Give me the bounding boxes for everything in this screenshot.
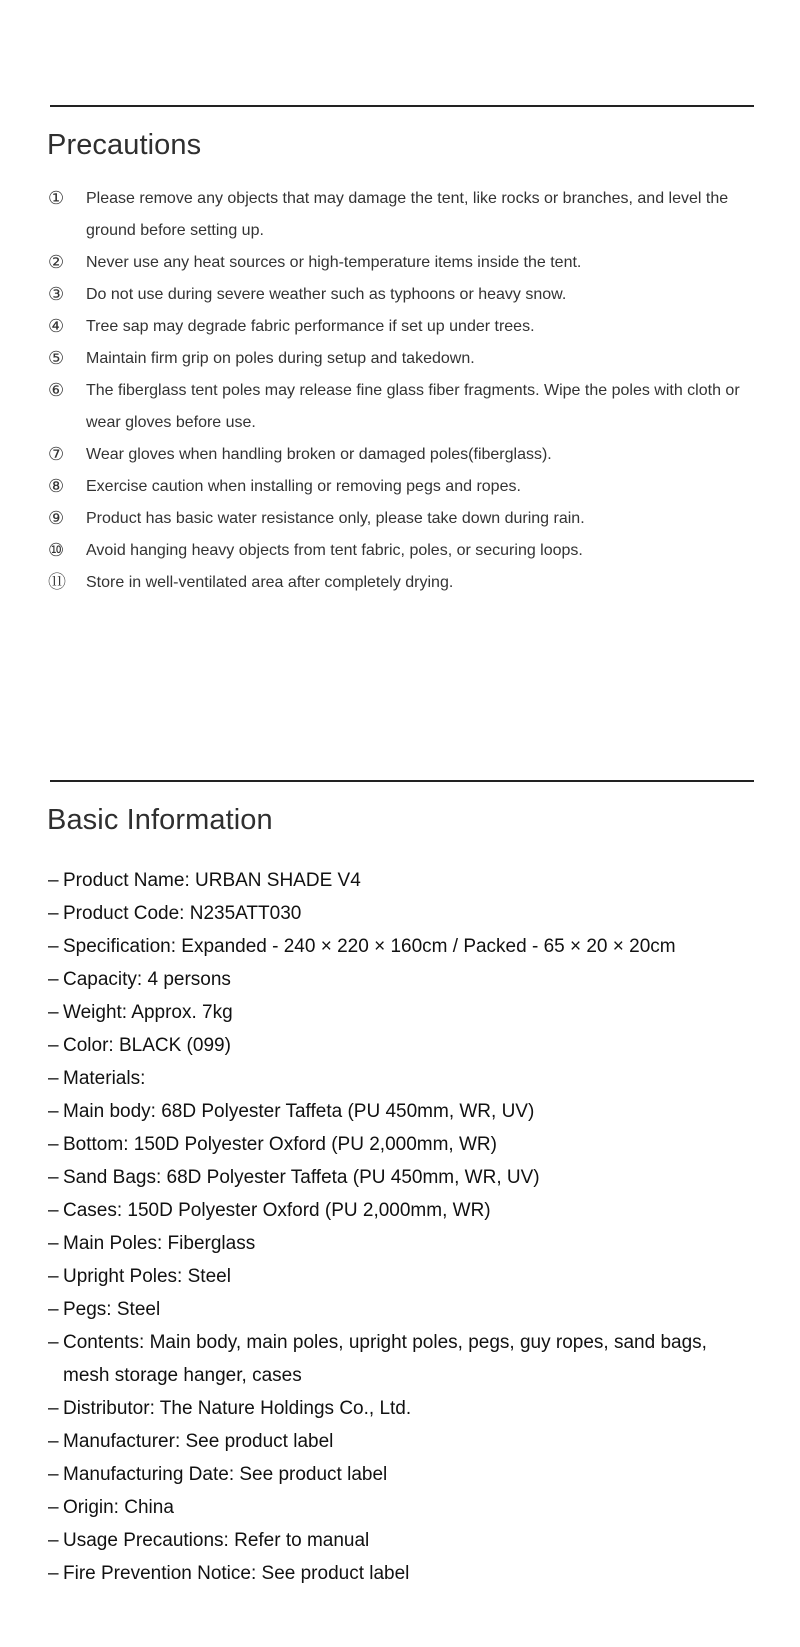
basic-information-section: [48, 780, 752, 1590]
item-text: Manufacturer: See product label: [63, 1431, 334, 1452]
list-item: [48, 567, 752, 599]
basic-information-title: Basic Information: [47, 804, 273, 836]
item-text: Do not use during severe weather such as typhoons or heavy snow.: [86, 286, 567, 303]
item-text: Product has basic water resistance only, please take down during rain.: [86, 510, 585, 527]
list-item: [48, 279, 752, 311]
item-number: ③: [48, 284, 65, 305]
item-text: The fiberglass tent poles may release fine glass fiber fragments. Wipe the poles with cloth or wear gloves before use.: [86, 382, 740, 431]
list-item: [48, 996, 752, 1029]
list-item: [48, 1194, 752, 1227]
precautions-section: [48, 105, 752, 599]
list-item: [48, 1557, 752, 1590]
dash-marker: –: [48, 1266, 59, 1287]
item-text: Sand Bags: 68D Polyester Taffeta (PU 450mm, WR, UV): [63, 1167, 540, 1188]
item-text: Specification: Expanded - 240 × 220 × 160cm / Packed - 65 × 20 × 20cm: [63, 936, 676, 957]
list-item: [48, 471, 752, 503]
list-item: [48, 1029, 752, 1062]
dash-marker: –: [48, 969, 59, 990]
item-text: Maintain firm grip on poles during setup and takedown.: [86, 350, 475, 367]
list-item: [48, 1128, 752, 1161]
list-item: [48, 183, 752, 247]
item-number: ⑪: [48, 572, 66, 593]
item-number: ⑧: [48, 476, 65, 497]
item-number: ⑥: [48, 380, 65, 401]
item-text: Manufacturing Date: See product label: [63, 1464, 388, 1485]
item-text: Color: BLACK (099): [63, 1035, 231, 1056]
section-divider: [50, 105, 754, 107]
dash-marker: –: [48, 1068, 59, 1089]
item-text: Capacity: 4 persons: [63, 969, 231, 990]
list-item: [48, 1491, 752, 1524]
dash-marker: –: [48, 1563, 59, 1584]
list-item: [48, 1326, 752, 1392]
item-number: ②: [48, 252, 65, 273]
item-text: Never use any heat sources or high-temperature items inside the tent.: [86, 254, 582, 271]
list-item: [48, 1260, 752, 1293]
dash-marker: –: [48, 870, 59, 891]
item-text: Upright Poles: Steel: [63, 1266, 231, 1287]
item-text: Wear gloves when handling broken or damaged poles(fiberglass).: [86, 446, 552, 463]
item-number: ⑦: [48, 444, 65, 465]
item-text: Pegs: Steel: [63, 1299, 161, 1320]
precautions-title: Precautions: [47, 129, 202, 161]
dash-marker: –: [48, 936, 59, 957]
dash-marker: –: [48, 1167, 59, 1188]
item-number: ①: [48, 188, 65, 209]
item-text: Bottom: 150D Polyester Oxford (PU 2,000mm, WR): [63, 1134, 497, 1155]
item-text: Main Poles: Fiberglass: [63, 1233, 256, 1254]
list-item: [48, 503, 752, 535]
list-item: [48, 1524, 752, 1557]
list-item: [48, 963, 752, 996]
list-item: [48, 897, 752, 930]
dash-marker: –: [48, 1431, 59, 1452]
basic-information-list: [48, 864, 752, 1590]
dash-marker: –: [48, 1134, 59, 1155]
dash-marker: –: [48, 1233, 59, 1254]
list-item: [48, 1095, 752, 1128]
list-item: [48, 864, 752, 897]
item-text: Materials:: [63, 1068, 146, 1089]
item-text: Origin: China: [63, 1497, 174, 1518]
item-text: Fire Prevention Notice: See product label: [63, 1563, 410, 1584]
dash-marker: –: [48, 1200, 59, 1221]
list-item: [48, 439, 752, 471]
item-number: ⑩: [48, 540, 65, 561]
item-text: Please remove any objects that may damage the tent, like rocks or branches, and level the ground before setting up.: [86, 190, 729, 239]
list-item: [48, 1425, 752, 1458]
list-item: [48, 343, 752, 375]
item-number: ⑨: [48, 508, 65, 529]
list-item: [48, 1458, 752, 1491]
item-text: Product Name: URBAN SHADE V4: [63, 870, 361, 891]
dash-marker: –: [48, 1299, 59, 1320]
item-text: Avoid hanging heavy objects from tent fabric, poles, or securing loops.: [86, 542, 583, 559]
item-text: Usage Precautions: Refer to manual: [63, 1530, 370, 1551]
list-item: [48, 1062, 752, 1095]
dash-marker: –: [48, 903, 59, 924]
section-divider: [50, 780, 754, 782]
list-item: [48, 930, 752, 963]
item-text: Weight: Approx. 7kg: [63, 1002, 233, 1023]
list-item: [48, 1161, 752, 1194]
list-item: [48, 1293, 752, 1326]
dash-marker: –: [48, 1398, 59, 1419]
list-item: [48, 1392, 752, 1425]
dash-marker: –: [48, 1464, 59, 1485]
item-number: ④: [48, 316, 65, 337]
item-text: Main body: 68D Polyester Taffeta (PU 450mm, WR, UV): [63, 1101, 535, 1122]
list-item: [48, 375, 752, 439]
item-text: Product Code: N235ATT030: [63, 903, 302, 924]
precautions-list: [48, 183, 752, 599]
item-text: Contents: Main body, main poles, upright poles, pegs, guy ropes, sand bags, mesh storage hanger, cases: [63, 1332, 707, 1386]
dash-marker: –: [48, 1530, 59, 1551]
item-text: Tree sap may degrade fabric performance if set up under trees.: [86, 318, 535, 335]
item-text: Store in well-ventilated area after completely drying.: [86, 574, 454, 591]
item-number: ⑤: [48, 348, 65, 369]
item-text: Exercise caution when installing or removing pegs and ropes.: [86, 478, 521, 495]
dash-marker: –: [48, 1035, 59, 1056]
list-item: [48, 247, 752, 279]
list-item: [48, 1227, 752, 1260]
dash-marker: –: [48, 1002, 59, 1023]
dash-marker: –: [48, 1332, 59, 1353]
list-item: [48, 535, 752, 567]
item-text: Distributor: The Nature Holdings Co., Ltd.: [63, 1398, 412, 1419]
dash-marker: –: [48, 1101, 59, 1122]
dash-marker: –: [48, 1497, 59, 1518]
item-text: Cases: 150D Polyester Oxford (PU 2,000mm, WR): [63, 1200, 491, 1221]
list-item: [48, 311, 752, 343]
